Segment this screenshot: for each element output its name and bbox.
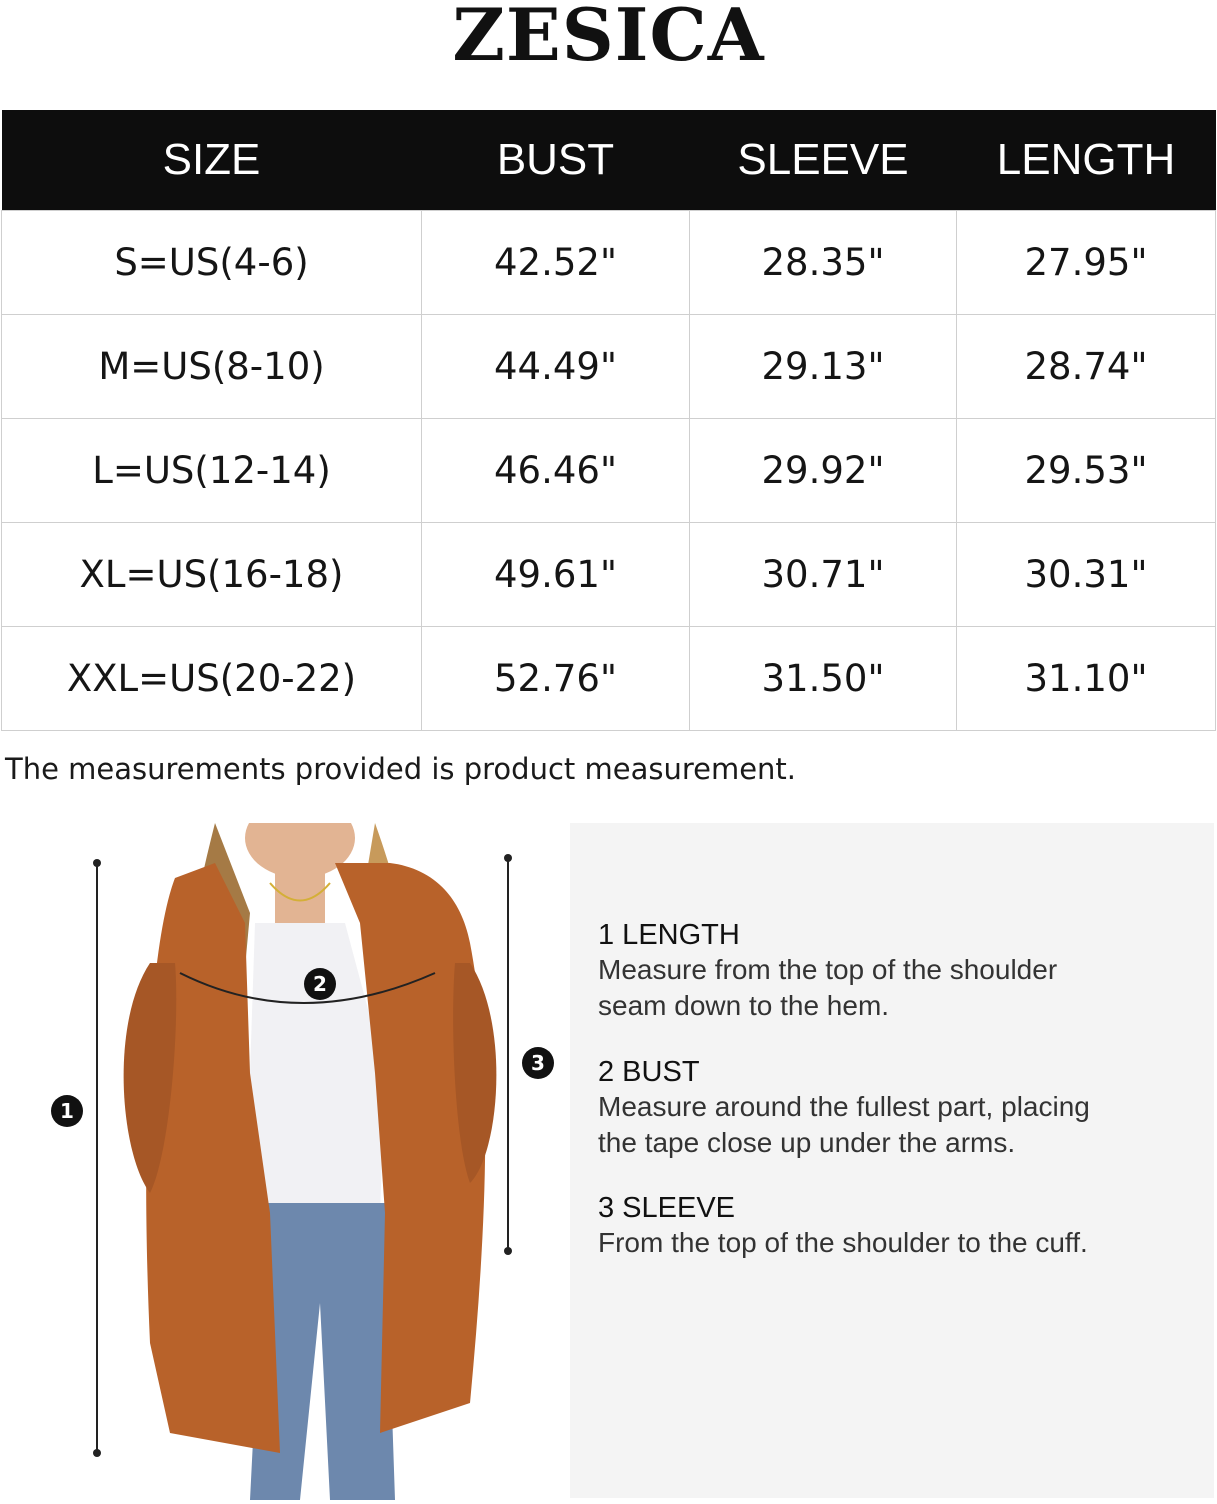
cell-size: XXL=US(20-22) xyxy=(2,627,422,731)
table-row xyxy=(2,523,1216,627)
cell-bust: 52.76" xyxy=(422,627,690,731)
measurement-note: The measurements provided is product measurement. xyxy=(5,752,797,786)
cell-length: 29.53" xyxy=(957,419,1216,523)
guide-item-bust xyxy=(598,1055,1090,1161)
table-row xyxy=(2,211,1216,315)
guide-desc-line: Measure around the fullest part, placing xyxy=(598,1091,1090,1122)
guide-title: 1 LENGTH xyxy=(598,919,740,951)
cell-length: 30.31" xyxy=(957,523,1216,627)
cell-length: 28.74" xyxy=(957,315,1216,419)
cell-bust: 44.49" xyxy=(422,315,690,419)
cardigan-illustration xyxy=(0,823,570,1500)
table-header-row xyxy=(2,110,1216,211)
header-size: SIZE xyxy=(2,110,422,211)
model-figure-icon xyxy=(0,823,570,1500)
guide-desc-line: seam down to the hem. xyxy=(598,990,890,1021)
cell-sleeve: 30.71" xyxy=(690,523,957,627)
header-bust: BUST xyxy=(422,110,690,211)
guide-desc-line: Measure from the top of the shoulder xyxy=(598,954,1058,985)
cell-sleeve: 28.35" xyxy=(690,211,957,315)
cell-length: 27.95" xyxy=(957,211,1216,315)
guide-desc-line: From the top of the shoulder to the cuff. xyxy=(598,1227,1088,1258)
header-length: LENGTH xyxy=(957,110,1216,211)
cell-sleeve: 29.92" xyxy=(690,419,957,523)
table-row xyxy=(2,419,1216,523)
badge-bust: 2 xyxy=(304,968,336,1000)
cell-size: XL=US(16-18) xyxy=(2,523,422,627)
badge-sleeve: 3 xyxy=(522,1047,554,1079)
cell-size: M=US(8-10) xyxy=(2,315,422,419)
guide-item-sleeve xyxy=(598,1191,1088,1261)
guide-title: 3 SLEEVE xyxy=(598,1192,736,1224)
cell-sleeve: 29.13" xyxy=(690,315,957,419)
guide-item-length xyxy=(598,918,1057,1024)
table-row xyxy=(2,627,1216,731)
cell-bust: 46.46" xyxy=(422,419,690,523)
cell-size: L=US(12-14) xyxy=(2,419,422,523)
header-sleeve: SLEEVE xyxy=(690,110,957,211)
badge-length: 1 xyxy=(51,1095,83,1127)
cell-length: 31.10" xyxy=(957,627,1216,731)
size-chart-table xyxy=(1,110,1216,731)
measurement-guide-panel xyxy=(570,823,1214,1498)
cell-bust: 42.52" xyxy=(422,211,690,315)
guide-title: 2 BUST xyxy=(598,1056,700,1088)
cell-bust: 49.61" xyxy=(422,523,690,627)
guide-desc-line: the tape close up under the arms. xyxy=(598,1127,1016,1158)
cell-size: S=US(4-6) xyxy=(2,211,422,315)
brand-logo: ZESICA xyxy=(452,0,765,77)
table-row xyxy=(2,315,1216,419)
cell-sleeve: 31.50" xyxy=(690,627,957,731)
